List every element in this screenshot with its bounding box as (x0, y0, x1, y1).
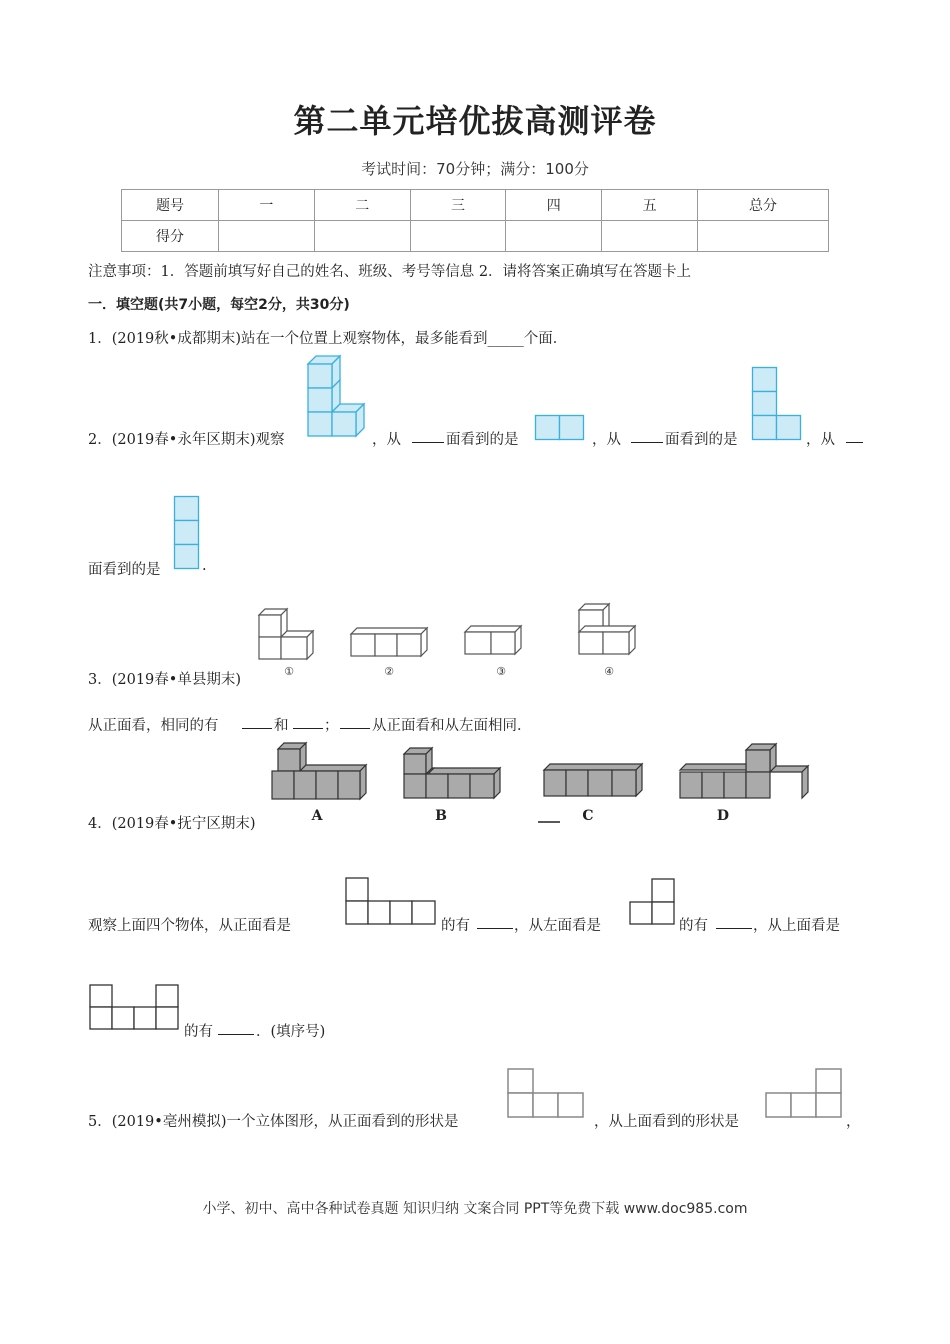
answer-blank[interactable] (631, 428, 663, 443)
table-row-label: 得分 (122, 221, 219, 252)
figure-label: ③ (496, 665, 506, 678)
score-table-row (122, 221, 829, 252)
question-5-text-c: ， (846, 1114, 861, 1130)
notice: 注意事项：1．答题前填写好自己的姓名、班级、考号等信息 2．请将答案正确填写在答题卡上 (88, 264, 692, 280)
figure-label: B (435, 808, 447, 824)
table-header-cell: 二 (314, 190, 410, 221)
exam-info: 考试时间：70分钟；满分：100分 (361, 160, 589, 178)
question-4-text-a: 观察上面四个物体，从正面看是 (88, 918, 291, 934)
question-4-text-b: 的有 (441, 918, 470, 934)
question-2-text-b: ，从 (372, 432, 401, 448)
table-header-cell: 一 (219, 190, 315, 221)
question-4-text-f: 的有 (184, 1024, 213, 1040)
question-2-text-e: 面看到的是 (665, 432, 738, 448)
answer-blank[interactable] (716, 914, 752, 929)
footer: 小学、初中、高中各种试卷真题 知识归纳 文案合同 PPT等免费下载 www.doc985.com (202, 1201, 748, 1217)
question-3-text-c: ； (324, 718, 339, 734)
question-3-text-d: 从正面看和从左面相同． (372, 718, 532, 734)
section-heading: 一．填空题(共7小题，每空2分，共30分) (88, 297, 350, 313)
answer-blank[interactable] (477, 914, 513, 929)
answer-blank[interactable] (293, 714, 323, 729)
figure-label: ② (384, 665, 394, 678)
score-cell[interactable] (314, 221, 410, 252)
answer-blank[interactable] (412, 428, 444, 443)
question-3-text-b: 和 (274, 718, 289, 734)
question-2-text-h: . (202, 558, 207, 574)
q4-view-front (345, 877, 439, 927)
question-5-text-a: 5．(2019•亳州模拟)一个立体图形，从正面看到的形状是 (88, 1114, 459, 1130)
figure-label: C (582, 808, 594, 824)
score-cell[interactable] (219, 221, 315, 252)
question-4-head: 4．(2019春•抚宁区期末) (88, 816, 256, 832)
question-2-text-g: 面看到的是 (88, 562, 161, 578)
question-2-text-f: ，从 (806, 432, 835, 448)
score-cell[interactable] (506, 221, 602, 252)
figure-label: ④ (604, 665, 614, 678)
answer-blank[interactable] (242, 714, 272, 729)
score-cell[interactable] (698, 221, 829, 252)
question-4-text-g: ．(填序号) (256, 1024, 326, 1040)
question-4-text-c: ，从左面看是 (514, 918, 601, 934)
question-2-text-c: 面看到的是 (446, 432, 519, 448)
q5-view-front (506, 1067, 588, 1119)
q2-view-column (174, 496, 200, 570)
page-title: 第二单元培优拔高测评卷 (293, 102, 657, 140)
q2-view-two-squares (535, 415, 585, 441)
q2-solid-figure (308, 356, 368, 440)
question-4-text-e: ，从上面看是 (753, 918, 840, 934)
table-header-cell: 题号 (122, 190, 219, 221)
question-3-head: 3．(2019春•单县期末) (88, 672, 241, 688)
q4-view-left (629, 878, 677, 928)
score-table-header-row (122, 190, 829, 221)
question-1: 1．(2019秋•成都期末)站在一个位置上观察物体，最多能看到_____个面． (88, 331, 568, 347)
answer-blank[interactable] (340, 714, 370, 729)
q4-figures (268, 740, 813, 825)
q5-view-top (764, 1067, 844, 1119)
question-5-text-b: ，从上面看到的形状是 (594, 1114, 739, 1130)
score-table (121, 189, 829, 252)
figure-label: A (311, 808, 323, 824)
question-3-text-a: 从正面看，相同的有 (88, 718, 219, 734)
table-header-cell: 四 (506, 190, 602, 221)
table-header-cell: 总分 (698, 190, 829, 221)
score-cell[interactable] (410, 221, 506, 252)
table-header-cell: 三 (410, 190, 506, 221)
question-2-text-a: 2．(2019春•永年区期末)观察 (88, 432, 285, 448)
table-header-cell: 五 (602, 190, 698, 221)
score-cell[interactable] (602, 221, 698, 252)
q2-view-l-shape (752, 367, 802, 441)
figure-label: D (716, 808, 730, 824)
question-2-text-d: ，从 (592, 432, 621, 448)
q4-view-top (89, 984, 183, 1032)
answer-blank[interactable] (218, 1020, 254, 1035)
answer-blank[interactable] (846, 428, 863, 443)
figure-label: ① (284, 665, 294, 678)
q3-figures (255, 600, 645, 680)
question-4-text-d: 的有 (679, 918, 708, 934)
